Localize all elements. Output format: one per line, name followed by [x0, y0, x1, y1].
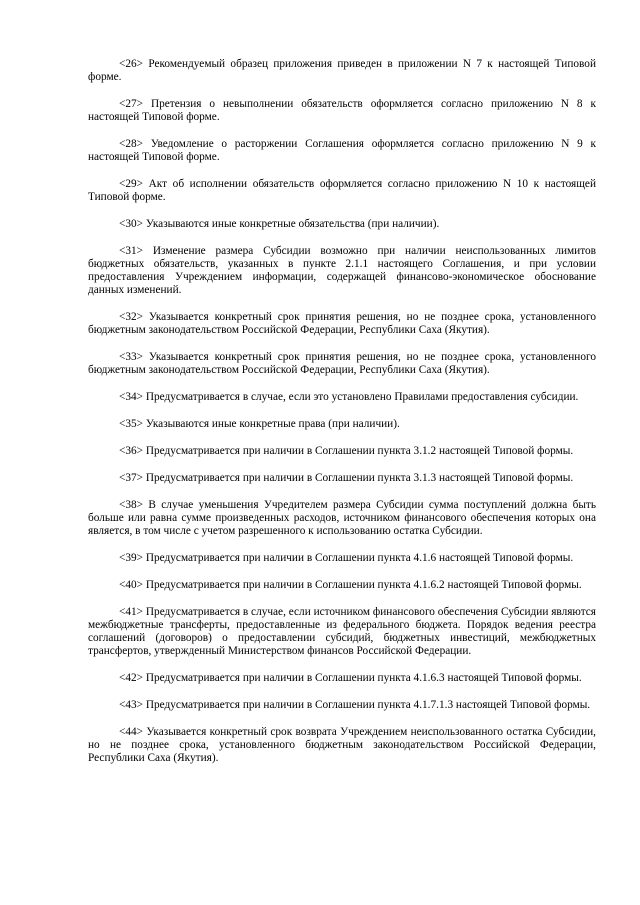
footnote-27: <27> Претензия о невыполнении обязательств оформляется согласно приложению N 8 к настоящей Типовой форме. — [88, 98, 596, 123]
footnote-34: <34> Предусматривается в случае, если это установлено Правилами предоставления субсидии. — [119, 391, 579, 403]
footnote-29: <29> Акт об исполнении обязательств оформляется согласно приложению N 10 к настоящей Типовой форме. — [88, 178, 596, 203]
footnote-41: <41> Предусматривается в случае, если источником финансового обеспечения Субсидии являются межбюджетные трансферты, предоставленные из федерального бюджета. Порядок ведения реестра соглашений (договоров) о предоставлении субсидий, бюджетных инвестиций, межбюджетных трансфертов, утвержденный Министерством финансов Российской Федерации. — [88, 606, 596, 657]
footnote-28: <28> Уведомление о расторжении Соглашения оформляется согласно приложению N 9 к настоящей Типовой форме. — [88, 138, 596, 163]
footnote-38: <38> В случае уменьшения Учредителем размера Субсидии сумма поступлений должна быть больше или равна сумме произведенных расходов, источником финансового обеспечения которых она является, в том числе с учетом разрешенного к использованию остатка Субсидии. — [88, 499, 596, 537]
footnote-44: <44> Указывается конкретный срок возврата Учреждением неиспользованного остатка Субсидии, но не позднее срока, установленного бюджетным законодательством Российской Федерации, Республики Саха (Якутия). — [88, 726, 596, 764]
footnote-33: <33> Указывается конкретный срок принятия решения, но не позднее срока, установленного бюджетным законодательством Российской Федерации, Республики Саха (Якутия). — [88, 351, 596, 376]
footnotes-page — [88, 58, 596, 765]
footnote-40: <40> Предусматривается при наличии в Соглашении пункта 4.1.6.2 настоящей Типовой формы. — [119, 579, 582, 591]
footnote-39: <39> Предусматривается при наличии в Соглашении пункта 4.1.6 настоящей Типовой формы. — [119, 552, 574, 564]
footnote-43: <43> Предусматривается при наличии в Соглашении пункта 4.1.7.1.3 настоящей Типовой формы. — [119, 699, 591, 711]
footnote-42: <42> Предусматривается при наличии в Соглашении пункта 4.1.6.3 настоящей Типовой формы. — [119, 672, 582, 684]
footnote-31: <31> Изменение размера Субсидии возможно при наличии неиспользованных лимитов бюджетных обязательств, указанных в пункте 2.1.1 настоящего Соглашения, и при условии предоставления Учреждением информации, содержащей финансово-экономическое обоснование данных изменений. — [88, 245, 596, 296]
footnote-32: <32> Указывается конкретный срок принятия решения, но не позднее срока, установленного бюджетным законодательством Российской Федерации, Республики Саха (Якутия). — [88, 311, 596, 336]
footnote-26: <26> Рекомендуемый образец приложения приведен в приложении N 7 к настоящей Типовой форме. — [88, 58, 596, 83]
footnote-30: <30> Указываются иные конкретные обязательства (при наличии). — [119, 218, 440, 230]
footnote-37: <37> Предусматривается при наличии в Соглашении пункта 3.1.3 настоящей Типовой формы. — [119, 472, 574, 484]
footnote-36: <36> Предусматривается при наличии в Соглашении пункта 3.1.2 настоящей Типовой формы. — [119, 445, 574, 457]
footnote-35: <35> Указываются иные конкретные права (при наличии). — [119, 418, 400, 430]
